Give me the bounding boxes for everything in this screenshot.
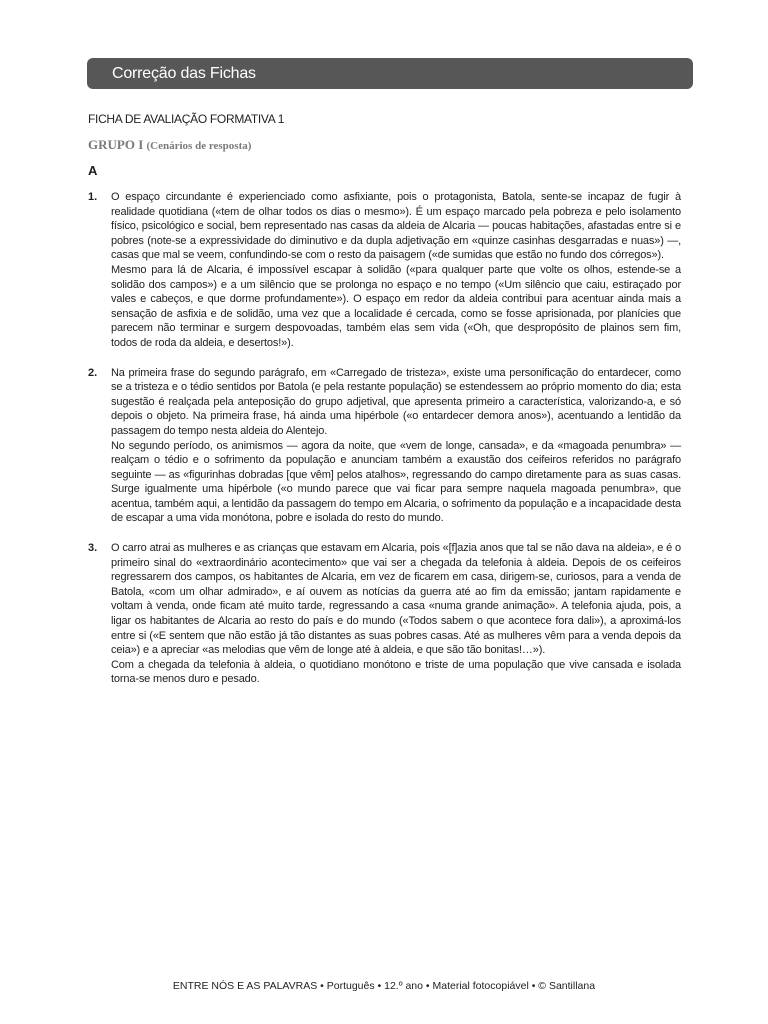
page-footer: ENTRE NÓS E AS PALAVRAS • Português • 12.º ano • Material fotocopiável • © Santillana: [172, 980, 596, 992]
answer-paragraph: No segundo período, os animismos — agora da noite, que «vem de longe, cansada», e da «magoada penumbra» — realçam o tédio e o sofrimento da população e anunciam também a exaustão dos ceifeiros referidos no parágrafo seguinte — as «figurinhas dobradas [que vêm] pelos atalhos», regressando do campo diretamente para as suas casas. Surge igualmente uma hipérbole («o mundo parece que vai ficar para sempre naquela magoada penumbra», que acentua, também aqui, a lentidão da passagem do tempo em Alcaria, o sofrimento da população e a incapacidade desta de escapar a uma vida monótona, pobre e isolada do resto do mundo.: [111, 439, 681, 525]
group-subtitle: (Cenários de resposta): [146, 140, 252, 152]
document-title: FICHA DE AVALIAÇÃO FORMATIVA 1: [88, 112, 285, 126]
header-bar: [87, 58, 693, 89]
answer-number: 2.: [88, 366, 98, 379]
answer-paragraph: Mesmo para lá de Alcaria, é impossível escapar à solidão («para qualquer parte que volte os olhos, estende-se a solidão dos campos») e a um silêncio que se prolonga no espaço e no tempo («Um silêncio que caiu, estiraçado por vales e cabeços, e que dorme profundamente»). O espaço em redor da aldeia contribui para acentuar ainda mais a sensação de asfixia e de solidão, uma vez que a localidade é cercada, como se fosse aprisionada, por planícies que parecem não terminar e surgem despovoadas, também elas sem vida («Oh, que despropósito de plainos sem fim, todos de roda da aldeia, e desertos!»).: [111, 263, 681, 349]
section-letter: A: [88, 163, 98, 178]
answer-paragraph: Com a chegada da telefonia à aldeia, o quotidiano monótono e triste de uma população que vive cansada e isolada torna-se menos duro e pesado.: [111, 658, 681, 686]
answer-body: [111, 366, 681, 527]
group-heading: [88, 137, 251, 153]
answer-paragraph: Na primeira frase do segundo parágrafo, em «Carregado de tristeza», existe uma personificação do entardecer, como se a tristeza e o tédio sentidos por Batola (e pela restante população) se estendessem ao próprio momento do dia; esta sugestão é realçada pela anteposição do grupo adjetival, que apresenta primeiro a característica, valorizando-a, e só depois o objeto. Na primeira frase, há ainda uma hipérbole («o entardecer demora anos»), acentuando a lentidão da passagem do tempo nesta aldeia do Alentejo.: [111, 366, 681, 437]
answer-item: [88, 366, 681, 527]
answer-item: [88, 541, 681, 687]
group-label: GRUPO I: [88, 137, 144, 152]
answer-body: [111, 541, 681, 687]
answer-paragraph: O carro atrai as mulheres e as crianças que estavam em Alcaria, pois «[f]azia anos que tal se não dava na aldeia», e é o primeiro sinal do «extraordinário acontecimento» que vai ser a chegada da telefonia à aldeia. Depois de os ceifeiros regressarem dos campos, os habitantes de Alcaria, em vez de ficarem em casa, dirigem-se, curiosos, para a venda de Batola, «com um olhar admirado», e aí ouvem as notícias da guerra até ao fim da emissão; jantam rapidamente e voltam à venda, onde ficam até muito tarde, regressando a casa «numa grande animação». A telefonia ajuda, pois, a ligar os habitantes de Alcaria ao resto do país e do mundo («Todos sabem o que acontece fora dali»), a aproximá-los entre si («E sentem que não estão já tão distantes as suas pobres casas. Até as mulheres vêm para a venda depois da ceia») e a apreciar «as melodias que vêm de longe até à aldeia, e que são tão bonitas!…»).: [111, 542, 681, 657]
header-title: Correção das Fichas: [112, 65, 256, 82]
answer-list: [88, 190, 681, 702]
answer-body: [111, 190, 681, 351]
answer-item: [88, 190, 681, 351]
answer-number: 1.: [88, 191, 98, 203]
answer-number: 3.: [88, 542, 98, 555]
answer-paragraph: O espaço circundante é experienciado como asfixiante, pois o protagonista, Batola, sente-se incapaz de fugir à realidade quotidiana («tem de olhar todos os dias o mesmo»). É um espaço marcado pela pobreza e pelo isolamento físico, psicológico e social, bem representado nas casas da aldeia de Alcaria — poucas habitações, afastadas entre si e pobres (note-se a expressividade do diminutivo e da dupla adjetivação em «quinze casinhas desgarradas e nuas») —, casas que mal se veem, confundindo-se com o resto da paisagem («de sumidas que estão no fundo dos córregos»).: [111, 191, 681, 262]
